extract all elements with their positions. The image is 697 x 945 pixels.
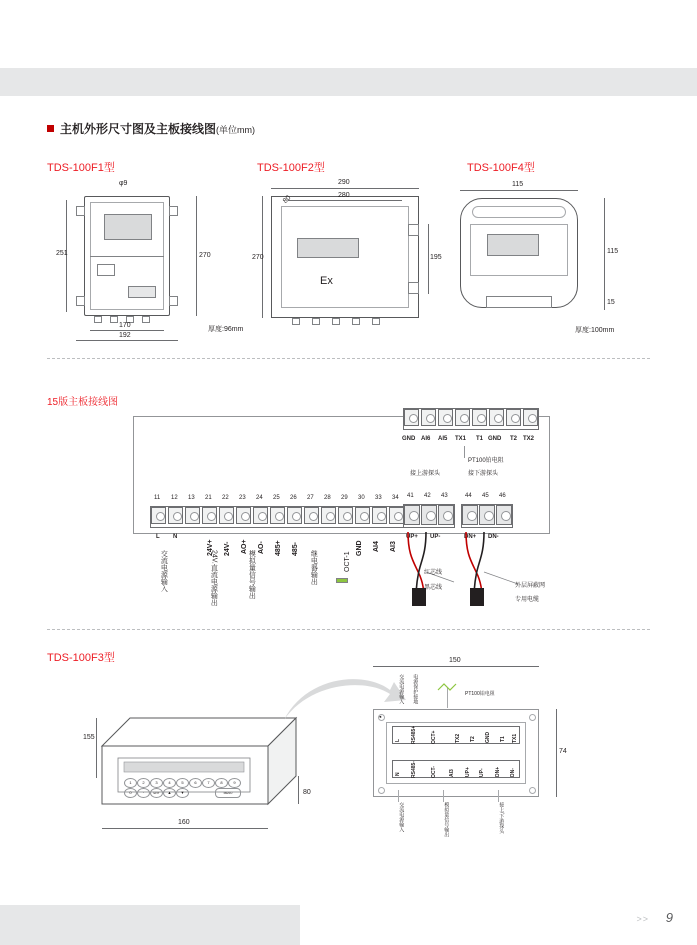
label-AI3: AI3 [390, 541, 397, 552]
note-black-wire: 黑芯线 [424, 585, 443, 591]
key-menu[interactable]: MENU [215, 788, 241, 798]
f2-dim-right-height: 195 [430, 254, 442, 261]
vlabel-relay-output: 继电器输出 [310, 550, 318, 585]
f2-gland-3 [332, 318, 340, 325]
page-number: 9 [665, 910, 673, 925]
f1-dim-width-outer: 192 [119, 332, 131, 339]
f4-display-window [487, 234, 539, 256]
terminal-gnd[interactable] [404, 409, 419, 426]
f3-label-upm: UP- [479, 768, 485, 777]
model-title-f2: TDS-100F2型 [257, 162, 325, 174]
terminal-12[interactable] [168, 507, 183, 524]
f3-label-t2: T2 [470, 736, 476, 742]
section-heading [47, 120, 255, 137]
f1-divider-line [90, 256, 164, 257]
f1-mount-lug-tl [76, 206, 85, 216]
label-GND: GND [356, 540, 363, 556]
key-5[interactable]: 5 [176, 778, 189, 788]
f3-label-tx1: TX1 [512, 733, 518, 743]
terminal-ai6[interactable] [421, 409, 436, 426]
terminal-label-tx1: TX1 [455, 436, 467, 442]
board-title: 15版主板接线图 [47, 397, 119, 408]
key-7[interactable]: 7 [202, 778, 215, 788]
terminal-45[interactable] [479, 505, 495, 525]
num-26: 26 [290, 495, 297, 501]
num-41: 41 [407, 493, 414, 499]
f2-ex-label: Ex [320, 275, 333, 287]
f3-label-N: N [395, 772, 401, 776]
f3-note-probe: 接上/下游探头 [498, 802, 505, 834]
f3-label-tx2: TX2 [455, 733, 461, 743]
label-UPplus: UP+ [406, 534, 418, 540]
key-0[interactable]: 0 [124, 788, 137, 798]
f3-label-gnd: GND [485, 731, 491, 743]
terminal-t1[interactable] [472, 409, 487, 426]
f3-note-ac-input-2: 交流电源输入 [398, 802, 405, 832]
label-DNminus: DN- [488, 534, 499, 540]
key-up[interactable]: ▲ [163, 788, 176, 798]
num-13: 13 [188, 495, 195, 501]
num-29: 29 [341, 495, 348, 501]
f1-dim-width-inner: 170 [119, 322, 131, 329]
top-grey-band [0, 68, 697, 96]
note-red-wire: 红芯线 [424, 570, 443, 576]
f2-dim-top-outer: 290 [338, 179, 350, 186]
divider-1 [47, 358, 650, 359]
num-45: 45 [482, 493, 489, 499]
label-AOminus: AO- [258, 541, 265, 554]
board-note-pt100: PT100铂电阻 [468, 458, 504, 464]
f1-cable-gland-4 [142, 316, 150, 323]
f1-dim-right-line [196, 196, 197, 316]
terminal-28[interactable] [321, 507, 336, 524]
label-24Vminus: 24V- [224, 541, 231, 556]
terminal-44[interactable] [462, 505, 478, 525]
f2-display-window [297, 238, 359, 258]
num-33: 33 [375, 495, 382, 501]
note-shield: 外层屏蔽网 [515, 583, 546, 589]
terminal-tx1[interactable] [455, 409, 470, 426]
f1-mount-lug-bl [76, 296, 85, 306]
f2-dim-top-outer-line [271, 188, 419, 189]
terminal-t2[interactable] [506, 409, 521, 426]
f3-board-hole-br [529, 787, 536, 794]
page-root: 主机外形尺寸图及主板接线图(单位mm) TDS-100F1型 φ9 251 270 170 192 厚度:96mm TDS-100F2型 Ex 290 280 80 270 195 TDS-100F4型 115 115 15 厚度:100mm 15版主板接线图 GND AI6 AI5 TX1 T1 GND T2 TX2 PT100铂电阻 11 12 13 21 22 23 24 25 26 27 28 29 30 33 34 41 42 43 44 45 46 接上游探头 接下游探头 L N 24V+ 24V- AO+ AO- 485+ 485- GND AI4 AI3 UP+ UP- DN+ DN- 交流电源输入 24V.直流电源输出 模拟量信号输出 继电器输出 OCT-1 红芯线 黑芯线 外层屏蔽网 专用电缆 TDS-100F3型 1 2 3 4 5 6 7 8 9 0 · ENT ▲ ▼ MENU 155 80 160 ◄ L RS485+ OCT+ TX2 T2 GND T1 TX1 N RS485- OCT- AI3 UP+ UP- DN+ DN- 150 74 交流电源输入 电源保护接地 PT100铂电阻 交流电源输入 模拟量信号输出 接上/下游探头 >> 9 [0, 0, 697, 945]
f3-note-ac-input: 交流电源输入 [398, 674, 405, 704]
key-8[interactable]: 8 [215, 778, 228, 788]
terminal-46[interactable] [496, 505, 512, 525]
f3-dim-width: 160 [178, 819, 190, 826]
f2-side-lug-top [408, 224, 419, 236]
terminal-30[interactable] [355, 507, 370, 524]
divider-2 [47, 629, 650, 630]
model-title-f4: TDS-100F4型 [467, 162, 535, 174]
label-AOplus: AO+ [241, 539, 248, 554]
f1-dim-width-outer-line [76, 340, 178, 341]
num-25: 25 [273, 495, 280, 501]
f4-dim-width: 115 [512, 181, 524, 188]
f2-dim-top-inner-line [288, 200, 402, 201]
f3-keypad [124, 778, 244, 798]
vlabel-ac-input: 交流电源输入 [160, 550, 168, 592]
label-24Vplus: 24V+ [207, 539, 214, 556]
f1-cable-gland-1 [94, 316, 102, 323]
terminal-label-ai5: AI5 [438, 436, 448, 442]
label-AI4: AI4 [373, 541, 380, 552]
f1-dim-width-inner-line [90, 330, 164, 331]
terminal-42[interactable] [421, 505, 437, 525]
f3-label-dnm: DN- [510, 768, 516, 777]
f3-dim-width-line [102, 828, 268, 829]
f3-board-dim-width: 150 [449, 657, 461, 664]
num-34: 34 [392, 495, 399, 501]
num-12: 12 [171, 495, 178, 501]
f4-dim-height: 115 [607, 248, 619, 255]
f3-label-ai3: AI3 [449, 769, 455, 777]
model-title-f1: TDS-100F1型 [47, 162, 115, 174]
f3-dim-height: 80 [303, 789, 311, 796]
f4-dim-base: 15 [607, 299, 615, 306]
terminal-gnd2[interactable] [489, 409, 504, 426]
f4-top-slot [472, 206, 566, 218]
f3-enclosure-drawing [100, 700, 310, 825]
key-9[interactable]: 9 [228, 778, 241, 788]
f2-dim-right-line [428, 224, 429, 294]
terminal-24[interactable] [253, 507, 268, 524]
f4-base-plate [486, 296, 552, 308]
terminal-26[interactable] [287, 507, 302, 524]
f2-gland-1 [292, 318, 300, 325]
num-22: 22 [222, 495, 229, 501]
num-43: 43 [441, 493, 448, 499]
f1-label-plate [97, 264, 115, 276]
terminal-label-t2: T2 [510, 436, 518, 442]
f3-note-pt100: PT100铂电阻 [465, 691, 495, 697]
key-down[interactable]: ▼ [176, 788, 189, 798]
terminal-23[interactable] [236, 507, 251, 524]
f2-side-lug-bottom [408, 282, 419, 294]
f1-cable-gland-2 [110, 316, 118, 323]
key-dot[interactable]: · [137, 788, 150, 798]
vlabel-24v-output: 24V.直流电源输出 [210, 550, 218, 606]
f3-note-ground: 电源保护接地 [412, 674, 419, 704]
label-485plus: 485+ [275, 540, 282, 556]
terminal-11[interactable] [151, 507, 166, 524]
terminal-label-gnd2: GND [488, 436, 502, 442]
f2-gland-2 [312, 318, 320, 325]
pt100-leader [464, 446, 465, 458]
num-21: 21 [205, 495, 212, 501]
bottom-grey-band [0, 905, 300, 945]
f3-dim-depth: 155 [83, 734, 95, 741]
key-2[interactable]: 2 [137, 778, 150, 788]
f1-dim-phi: φ9 [119, 180, 128, 187]
f3-board-dim-width-line [373, 666, 539, 667]
f2-gland-5 [372, 318, 380, 325]
f3-label-octp: OCT+ [431, 730, 437, 744]
f3-board-hole-tr [529, 714, 536, 721]
f3-dim-depth-line [96, 718, 97, 778]
section-unit-note: (单位mm) [216, 125, 256, 135]
f3-label-rs485p: RS485+ [411, 725, 417, 744]
terminal-34[interactable] [389, 507, 404, 524]
label-L: L [156, 534, 160, 540]
f3-label-L: L [395, 738, 401, 742]
f3-label-dnp: DN+ [495, 766, 501, 777]
num-28: 28 [324, 495, 331, 501]
f1-mount-lug-br [169, 296, 178, 306]
page-arrows: >> [636, 914, 649, 924]
f4-dim-height-line [604, 198, 605, 308]
f4-dim-thickness: 厚度:100mm [575, 327, 615, 334]
terminal-label-t1: T1 [476, 436, 484, 442]
f1-display-window [104, 214, 152, 240]
bullet-square-icon [47, 125, 54, 132]
terminal-43[interactable] [438, 505, 454, 525]
terminal-label-ai6: AI6 [421, 436, 431, 442]
oct-connector-icon [336, 578, 348, 583]
label-485minus: 485- [292, 541, 299, 556]
section-heading-text: 主机外形尺寸图及主板接线图 [60, 122, 217, 136]
f3-board-hole-tl [378, 714, 385, 721]
note-probe-up: 接上游探头 [410, 471, 441, 477]
key-3[interactable]: 3 [150, 778, 163, 788]
key-4[interactable]: 4 [163, 778, 176, 788]
f3-label-upp: UP+ [465, 767, 471, 777]
terminal-tx2[interactable] [523, 409, 538, 426]
num-27: 27 [307, 495, 314, 501]
f1-dim-height-left: 251 [56, 250, 68, 257]
f3-board-dim-height: 74 [559, 748, 567, 755]
f4-dim-base-line [604, 296, 605, 310]
terminal-21[interactable] [202, 507, 217, 524]
key-1[interactable]: 1 [124, 778, 137, 788]
num-11: 11 [154, 495, 161, 501]
num-24: 24 [256, 495, 263, 501]
f3-board-hole-bl [378, 787, 385, 794]
num-46: 46 [499, 493, 506, 499]
f4-dim-width-line [460, 190, 578, 191]
f1-dim-height-right: 270 [199, 252, 211, 259]
vlabel-analog-output: 模拟量信号输出 [248, 550, 256, 599]
key-6[interactable]: 6 [189, 778, 202, 788]
num-44: 44 [465, 493, 472, 499]
f2-gland-4 [352, 318, 360, 325]
f1-mount-lug-tr [169, 206, 178, 216]
terminal-27[interactable] [304, 507, 319, 524]
terminal-13[interactable] [185, 507, 200, 524]
f3-dim-height-line [298, 776, 299, 804]
num-42: 42 [424, 493, 431, 499]
terminal-41[interactable] [404, 505, 420, 525]
num-23: 23 [239, 495, 246, 501]
terminal-25[interactable] [270, 507, 285, 524]
f3-board-dim-height-line [556, 709, 557, 797]
label-UPminus: UP- [430, 534, 441, 540]
note-probe-dn: 接下游探头 [468, 471, 499, 477]
terminal-22[interactable] [219, 507, 234, 524]
f2-dim-corner: 80 [282, 194, 293, 205]
vlabel-oct1: OCT-1 [344, 551, 351, 572]
terminal-label-gnd: GND [402, 436, 416, 442]
f3-label-rs485m: RS485- [411, 761, 417, 778]
label-N: N [173, 534, 178, 540]
f1-dim-thickness: 厚度:96mm [208, 326, 244, 333]
f3-label-octm: OCT- [431, 766, 437, 778]
note-cable: 专用电缆 [515, 597, 540, 603]
f2-dim-top-inner: 280 [338, 192, 350, 199]
f2-dim-left-height: 270 [252, 254, 264, 261]
num-30: 30 [358, 495, 365, 501]
f3-label-t1: T1 [500, 736, 506, 742]
terminal-ai5[interactable] [438, 409, 453, 426]
label-DNplus: DN+ [464, 534, 477, 540]
terminal-33[interactable] [372, 507, 387, 524]
key-ent[interactable]: ENT [150, 788, 163, 798]
terminal-29[interactable] [338, 507, 353, 524]
terminal-label-tx2: TX2 [523, 436, 535, 442]
f3-note-analog: 模拟量信号输出 [443, 802, 450, 837]
f1-keypad-area [128, 286, 156, 298]
model-title-f3: TDS-100F3型 [47, 652, 115, 664]
